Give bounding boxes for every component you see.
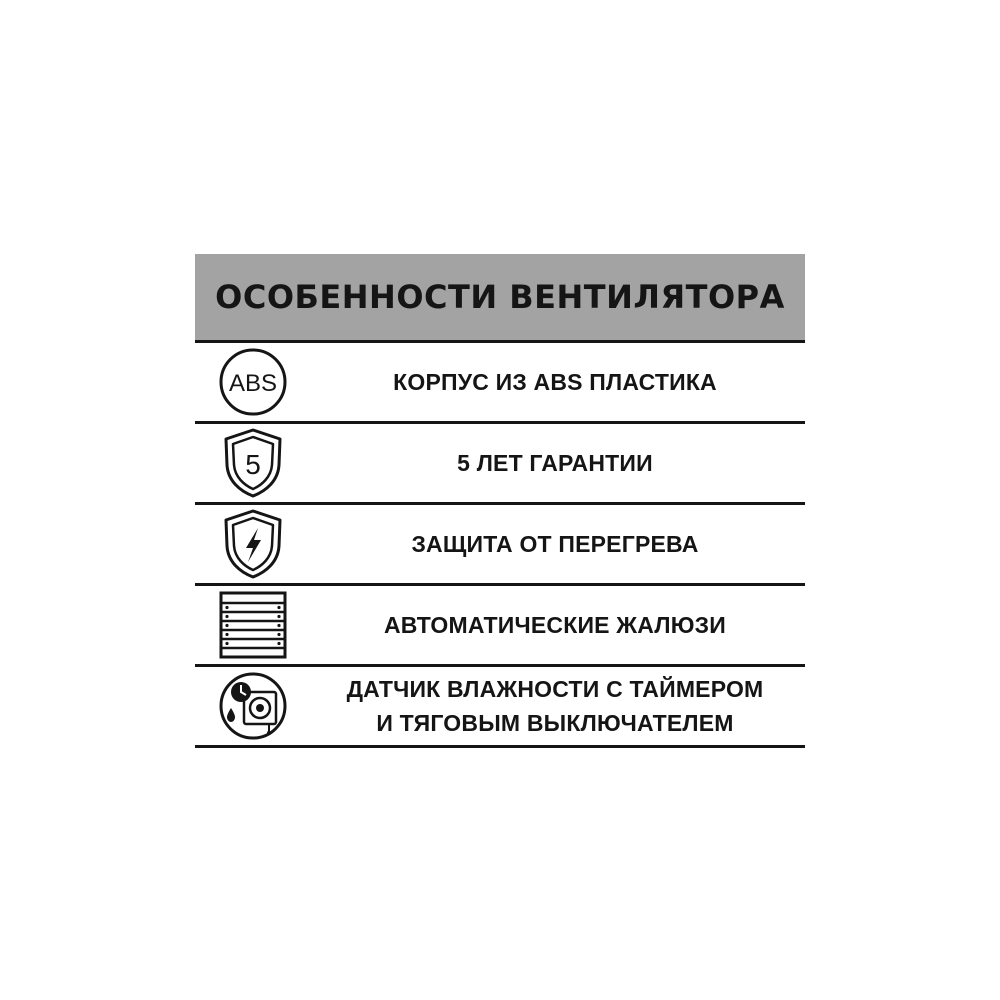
abs-badge-icon (195, 346, 311, 418)
features-header (195, 254, 805, 340)
warranty-shield-icon (195, 427, 311, 499)
feature-row-shutters (195, 586, 805, 667)
feature-text-overheat: ЗАЩИТА ОТ ПЕРЕГРЕВА (411, 531, 699, 557)
feature-row-humidity (195, 667, 805, 748)
features-list (195, 340, 805, 748)
features-title: ОСОБЕННОСТИ ВЕНТИЛЯТОРА (215, 278, 785, 316)
lightning-shield-icon (195, 508, 311, 580)
feature-text-abs: КОРПУС ИЗ ABS ПЛАСТИКА (393, 369, 717, 395)
feature-row-abs (195, 343, 805, 424)
feature-row-overheat (195, 505, 805, 586)
features-card (195, 254, 805, 748)
louver-shutters-icon (195, 590, 311, 660)
humidity-timer-fan-icon (195, 670, 311, 742)
feature-text-shutters: АВТОМАТИЧЕСКИЕ ЖАЛЮЗИ (383, 612, 726, 638)
warranty-icon-label: 5 (245, 449, 261, 480)
feature-row-warranty (195, 424, 805, 505)
feature-text-humidity-line1: ДАТЧИК ВЛАЖНОСТИ С ТАЙМЕРОМ (346, 676, 764, 702)
abs-icon-label: ABS (228, 370, 278, 397)
feature-text-humidity-line2: И ТЯГОВЫМ ВЫКЛЮЧАТЕЛЕМ (376, 710, 734, 736)
feature-text-warranty: 5 ЛЕТ ГАРАНТИИ (457, 450, 653, 476)
